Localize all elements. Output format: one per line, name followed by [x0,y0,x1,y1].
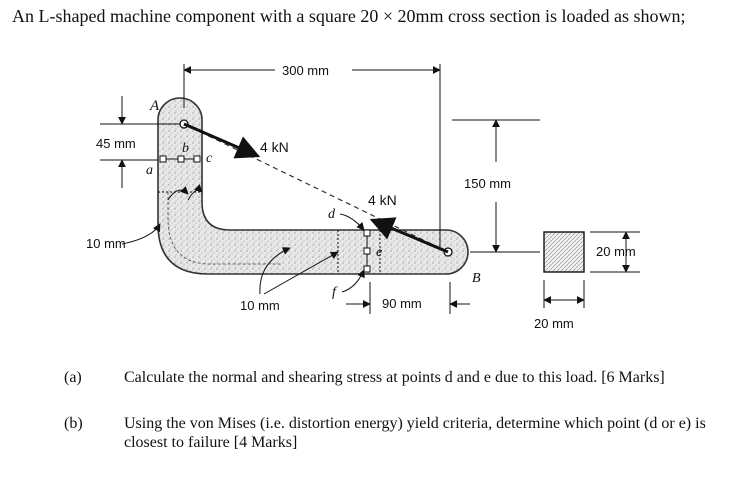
point-e-label: e [376,245,383,260]
l-shaped-member [158,98,468,274]
dim-45-label: 45 mm [96,136,136,151]
point-f-label: f [332,285,336,300]
question-b-label: (b) [64,415,83,432]
cross-section-square [544,232,584,272]
l-shaped-component-diagram [60,52,700,342]
point-b-label: b [182,141,189,156]
problem-statement: An L-shaped machine component with a square 20 × 20mm cross section is loaded as shown; [12,6,686,26]
point-a-label: a [146,163,153,178]
point-c-label: c [206,151,213,166]
dim-10-bottom-label: 10 mm [240,298,280,313]
question-a-label: (a) [64,369,82,386]
question-a-text: Calculate the normal and shearing stress at points d and e due to this load. [6 Marks] [124,369,665,386]
load-label-2: 4 kN [368,192,397,208]
load-label-1: 4 kN [260,139,289,155]
dim-150-label: 150 mm [464,176,511,191]
dim-20-height-label: 20 mm [596,244,636,259]
point-A-label: A [150,98,160,114]
dim-10-left-label: 10 mm [86,236,126,251]
stress-elements-abc [160,156,200,162]
dim-20-width-label: 20 mm [534,316,574,331]
stress-elements-def [364,230,370,272]
point-B-label: B [472,271,481,286]
point-d-label: d [328,207,335,222]
question-b-text: Using the von Mises (i.e. distortion energy) yield criteria, determine which point (d or e) is closest to failure [4 Marks] [124,415,706,451]
dimension-300 [184,64,440,247]
dim-90-label: 90 mm [382,296,422,311]
dim-300-label: 300 mm [282,63,329,78]
